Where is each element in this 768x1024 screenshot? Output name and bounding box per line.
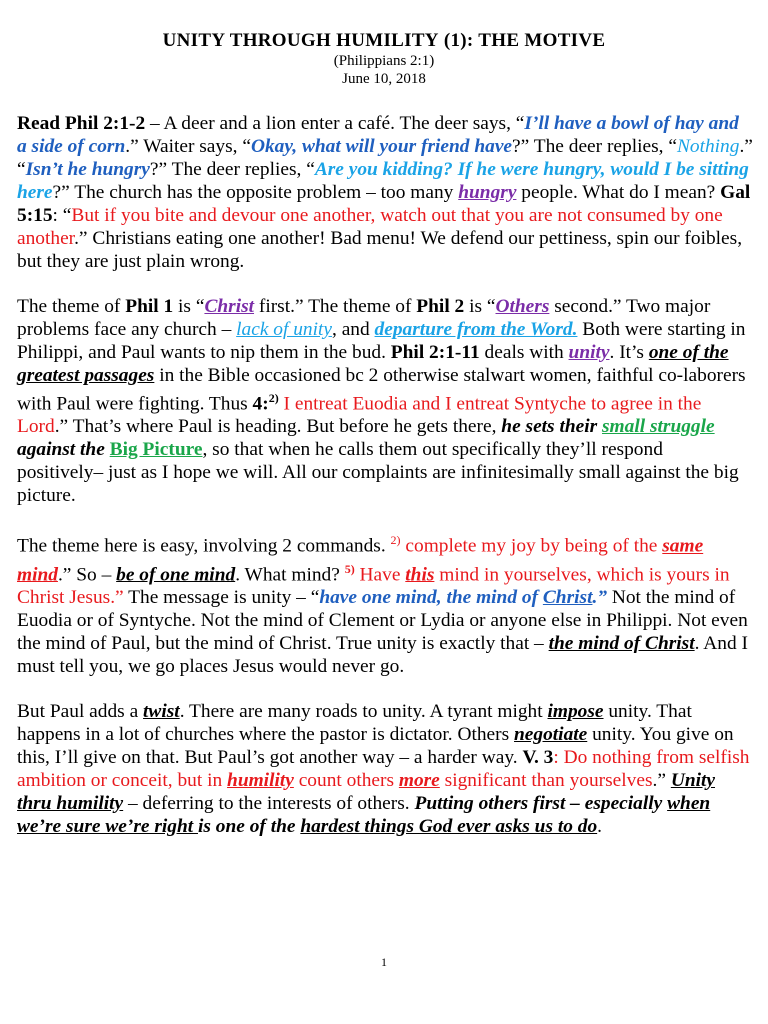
- paragraph-2: The theme of Phil 1 is “Christ first.” The theme of Phil 2 is “Others second.” Two major problems face any church – lack of unity, and departure from the Word. Both were starting in Philippi, and Paul wants to nip them in the bud. Phil 2:1-11 deals with unity. It’s one of the greatest passages in the Bible occasioned bc 2 otherwise stalwart women, faithful co-laborers with Paul were fighting. Thus 4:$^{2)}$ I entreat Euodia and I entreat Syntyche to agree in the Lord.” That’s where Paul is heading. But before he gets there, he sets their small struggle against the Big Picture, so that when he calls them out specifically they’ll respond positively– just as I hope we will. All our complaints are infinitesimally small against the big picture.: [17, 296, 746, 507]
- page-number: 1: [381, 955, 387, 969]
- paragraph-4: But Paul adds a twist. There are many roads to unity. A tyrant might impose unity. That happens in a lot of churches where the pastor is dictator. Others negotiate unity. You give on this, I’ll give on that. But Paul’s got another way – a harder way. V. 3: Do nothing from selfish ambition or conceit, but in humility count others more significant than yourselves.” Unity thru humility – deferring to the interests of others. Putting others first – especially when we’re sure we’re right is one of the hardest things God ever asks us to do.: [17, 701, 750, 838]
- sermon-date: June 10, 2018: [342, 71, 426, 87]
- scripture-reference: (Philippians 2:1): [333, 53, 435, 69]
- document-body: [17, 112, 753, 860]
- document-header: [0, 0, 768, 88]
- document-title: UNITY THROUGH HUMILITY (1): THE MOTIVE: [162, 30, 606, 51]
- paragraph-3: The theme here is easy, involving 2 commands. $^{2)}$ complete my joy by being of the same mind.” So – be of one mind. What mind? $^{5)}$ Have this mind in yourselves, which is yours in Christ Jesus.” The message is unity – “have one mind, the mind of Christ.” Not the mind of Euodia or of Syntyche. Not the mind of Clement or Lydia or anyone else in Philippi. Not even the mind of Paul, but the mind of Christ. True unity is exactly that – the mind of Christ. And I must tell you, we go places Jesus would never go.: [17, 533, 748, 678]
- paragraph-1: Read Phil 2:1-2 – A deer and a lion enter a café. The deer says, “I’ll have a bowl of hay and a side of corn.” Waiter says, “Okay, what will your friend have?” The deer replies, “Nothing.” “Isn’t he hungry?” The deer replies, “Are you kidding? If he were hungry, would I be sitting here?” The church has the opposite problem – too many hungry people. What do I mean? Gal 5:15: “But if you bite and devour one another, watch out that you are not consumed by one another.” Christians eating one another! Bad menu! We defend our pettiness, spin our foibles, but they are just plain wrong.: [17, 113, 753, 272]
